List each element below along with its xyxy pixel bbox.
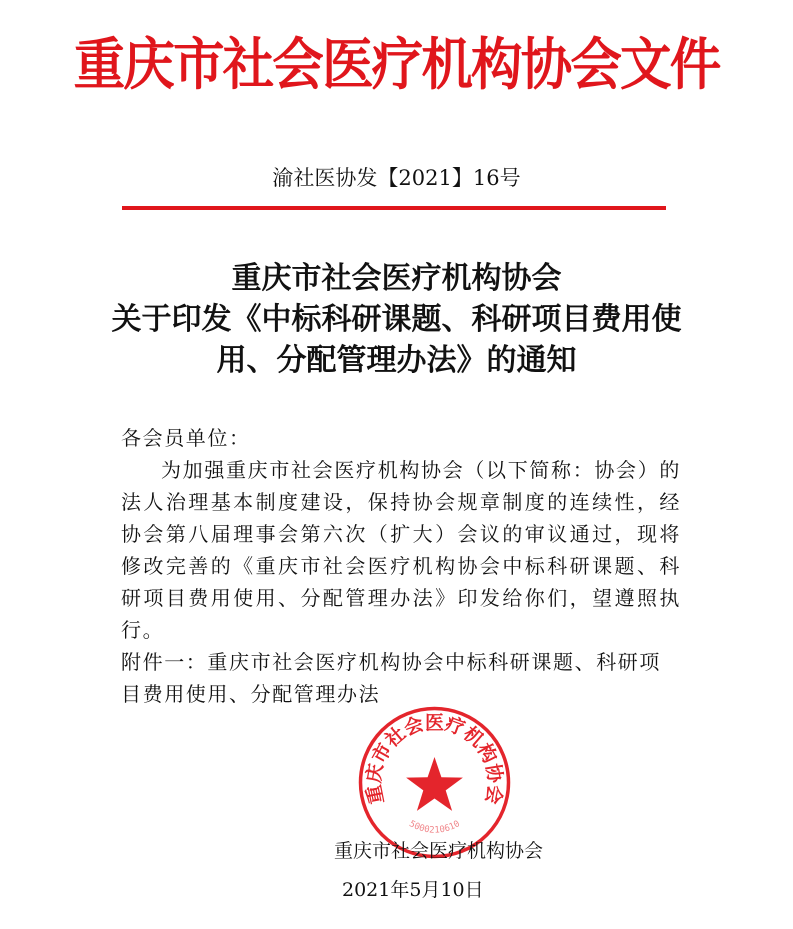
body-paragraph: 为加强重庆市社会医疗机构协会（以下简称：协会）的法人治理基本制度建设，保持协会规章制度的连续性，经协会第八届理事会第六次（扩大）会议的审议通过，现将修改完善的《重庆市社会医疗机构协会中标科研课题、科研项目费用使用、分配管理办法》印发给你们，望遵照执行。 xyxy=(121,458,681,642)
attachment-line: 附件一：重庆市社会医疗机构协会中标科研课题、科研项目费用使用、分配管理办法 xyxy=(121,650,661,706)
masthead-title: 重庆市社会医疗机构协会文件 xyxy=(73,33,720,98)
red-divider-rule xyxy=(122,206,666,210)
salutation: 各会员单位： xyxy=(121,426,251,450)
signature-date: 2021年5月10日 xyxy=(342,879,484,901)
signature-organization: 重庆市社会医疗机构协会 xyxy=(334,840,544,862)
notice-body xyxy=(121,422,681,710)
notice-title-line-3: 用、分配管理办法》的通知 xyxy=(216,343,577,378)
notice-title-line-2: 关于印发《中标科研课题、科研项目费用使 xyxy=(111,302,682,337)
seal-star-icon xyxy=(406,757,463,811)
notice-title-line-1: 重庆市社会医疗机构协会 xyxy=(231,261,562,296)
notice-title xyxy=(110,258,683,381)
document-number: 渝社医协发【2021】16号 xyxy=(272,166,521,190)
seal-arc-text: 重庆市社会医疗机构协会 xyxy=(362,711,507,806)
official-seal xyxy=(357,705,512,860)
seal-serial-number: 5000210610 xyxy=(407,819,462,836)
